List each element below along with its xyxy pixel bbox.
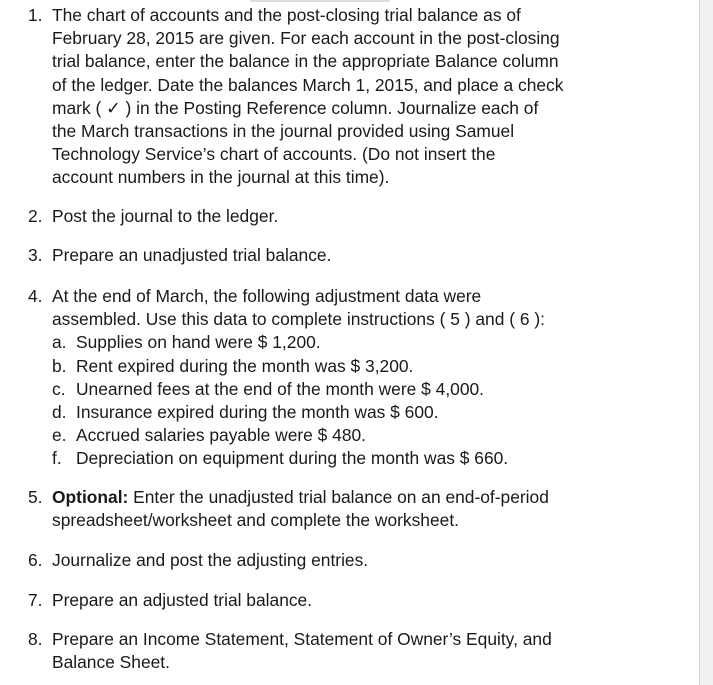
item-text: Accrued salaries payable were $ 480. [76,425,367,446]
adjustment-item [52,355,640,378]
item-letter: a. [52,332,67,353]
text-line: spreadsheet/worksheet and complete the worksheet. [52,510,459,531]
adjustment-item [52,447,640,470]
text-line: Prepare an unadjusted trial balance. [52,245,332,265]
item-letter: b. [52,355,67,376]
text-line: account numbers in the journal at this time). [52,167,390,188]
step-8 [0,628,640,674]
item-letter: d. [52,402,67,423]
text-line: The chart of accounts and the post-closing trial balance as of [52,5,521,25]
step-text [52,285,640,471]
step-1 [0,4,640,190]
scrollbar-track[interactable] [699,0,713,685]
step-3 [0,244,640,267]
adjustment-item [52,331,640,354]
text-line: Technology Service’s chart of accounts. (Do not insert the [52,144,496,165]
text-line: mark ( ✓ ) in the Posting Reference column. Journalize each of [52,97,539,118]
item-letter: f. [52,448,62,469]
step-number: 8. [28,629,43,649]
item-text: Rent expired during the month was $ 3,200. [76,355,414,376]
text-line: Prepare an Income Statement, Statement of Owner’s Equity, and [52,629,552,649]
step-5 [0,486,640,532]
item-letter: c. [52,378,66,399]
adjustment-list [52,331,640,470]
step-text [52,205,640,228]
step-number: 7. [28,590,43,610]
item-text: Depreciation on equipment during the month was $ 660. [76,448,509,469]
text-line: Balance Sheet. [52,652,170,673]
step-number: 5. [28,487,43,507]
step-4 [0,285,640,471]
step-2 [0,205,640,228]
text-line: Post the journal to the ledger. [52,206,279,226]
text-line: assembled. Use this data to complete instructions ( 5 ) and ( 6 ): [52,309,545,330]
step-number: 1. [28,5,43,25]
item-letter: e. [52,425,67,446]
text-run: Enter the unadjusted trial balance on an end-of-period [128,487,549,507]
step-number: 2. [28,206,43,226]
text-line: February 28, 2015 are given. For each account in the post-closing [52,28,560,49]
text-line: the March transactions in the journal provided using Samuel [52,121,515,142]
step-text [52,486,640,532]
text-line: of the ledger. Date the balances March 1, 2015, and place a check [52,74,564,95]
step-number: 3. [28,245,43,265]
adjustment-item [52,424,640,447]
step-text [52,244,640,267]
adjustment-item [52,401,640,424]
item-text: Supplies on hand were $ 1,200. [76,332,321,353]
text-line [52,486,640,509]
step-6 [0,549,640,572]
step-text [52,549,640,572]
item-text: Unearned fees at the end of the month were $ 4,000. [76,378,484,399]
item-text: Insurance expired during the month was $ 600. [76,402,439,423]
text-line: trial balance, enter the balance in the appropriate Balance column [52,51,559,72]
text-line: Journalize and post the adjusting entries. [52,550,369,570]
step-text [52,628,640,674]
clipped-text-fragment [250,0,390,2]
step-number: 6. [28,550,43,570]
step-text [52,589,640,612]
text-line: Prepare an adjusted trial balance. [52,590,313,610]
optional-label: Optional: [52,487,129,507]
adjustment-item [52,378,640,401]
step-7 [0,589,640,612]
step-number: 4. [28,286,43,306]
step-text [52,4,640,190]
text-line: At the end of March, the following adjustment data were [52,286,482,306]
